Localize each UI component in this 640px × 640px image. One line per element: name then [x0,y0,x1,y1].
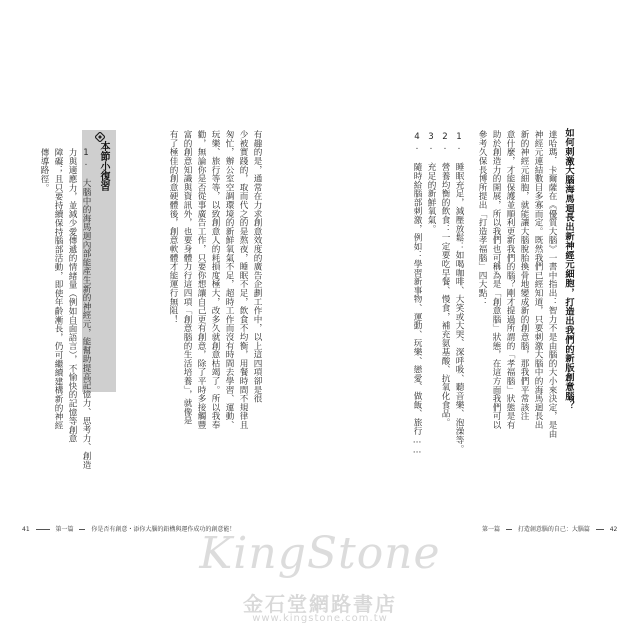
left-chapter-label: 第一篇 [55,526,74,533]
recap-item-line: 障礙；且只要持續保持腦部活動，即使年齡漸長，仍可繼續建構新的神經 [53,148,63,430]
right-page-heading: 如何刺激大腦海馬迴長出新神經元細胞，打造出我們的新版創意腦？ [563,128,574,410]
left-paragraph-line: 有了極佳的創意硬體後，創意軟體才能運行無阻！ [168,130,178,324]
recap-item-line: 力與適應力，並減少愛傳遞的情緒量（例如自面語言），不愉快的記憶等創意 [67,148,77,443]
left-paragraph-line: 有趣的是，通常在力求創意效度的廣告企劃工作中，以上這四項卻是很 [252,130,262,403]
recap-item-line: 傳導路徑。 [39,148,49,192]
right-running-title: 打造創意腦的自己：大腦篇 [517,526,590,533]
right-list-item: 3. 充足的新鮮氧氣。 [426,132,436,233]
recap-item-line: 1. 大腦中的海馬迴內部能產生新的神經元，能幫助提高記憶力、思考力、創造 [81,148,91,469]
right-paragraph-line: 參考久保長博所提出「打造孝福腦」四大點： [477,130,487,306]
left-paragraph-line: 少被實踐的，取而代之的是熬夜，睡眠不足，飲食不均衡，用餐時間不規律且 [238,130,248,430]
right-list-item: 2. 營養均衡的飲食：一定要吃早餐、慢食，補充氨基酸、抗氧化食品。 [440,132,450,427]
left-paragraph-line: 匆忙，辦公室空調環境的新鮮氧氣不足，超時工作而沒有時間去學習、運動、 [224,130,234,430]
right-paragraph-line: 神經元連結數目多寡而定。既然我們已經知道，只要刺激大腦中的海馬迴長出 [533,130,543,430]
right-page-number: 42 [609,526,618,533]
left-page-number: 41 [22,526,30,533]
right-paragraph-line: 達哈瑪．卡爾薩在《優質大腦》一書中指出：智力不是由腦的大小來決定，是由 [547,130,557,438]
kingstone-watermark-logo: KingStone [199,528,441,579]
left-paragraph-line: 富的創意知識與資訊外，也要身體力行這四項「創意腦的生活培養」，就像是 [182,130,192,425]
right-chapter-label: 第一篇 [482,526,501,533]
kingstone-watermark-url: www.kingstone.com.tw [252,613,388,624]
recap-title: 本節小復習 [98,141,109,191]
right-paragraph-line: 新的神經元細胞，就能讓大腦脫胎換骨地變成新的創意腦，那我們平常該注 [519,130,529,421]
right-list-item: 4. 隨時給腦部刺激，例如：學習新事物、運動、玩樂、戀愛、做飯、旅行…… [412,132,422,456]
right-paragraph-line: 助於創造力的開展，所以我們也可稱為是「創意腦」狀態，在這方面我們可以 [491,130,501,430]
left-paragraph-line: 勸，無論你是否從事廣告工作，只要你想讓自己更有創意，除了平時多接觸豐 [196,130,206,430]
right-list-item: 1. 睡眠充足，減壓放鬆：如喝咖啡、大笑或大哭、深呼吸、聽音樂、泡澡等。 [454,132,464,453]
kingstone-watermark-name: 金石堂網路書店 [243,592,397,616]
right-paragraph-line: 意什麼，才能保護並順利更新我們的腦？剛才提過所謂的「孝福腦」狀態是有 [505,130,515,430]
left-paragraph-line: 玩樂、旅行等等，以致創意人的耗損度極大，改多久就創意枯竭了。所以我奉 [210,130,220,430]
left-running-title: 你是否有創意・添你大腦的鉛構與運作成功的創意能！ [91,526,236,533]
